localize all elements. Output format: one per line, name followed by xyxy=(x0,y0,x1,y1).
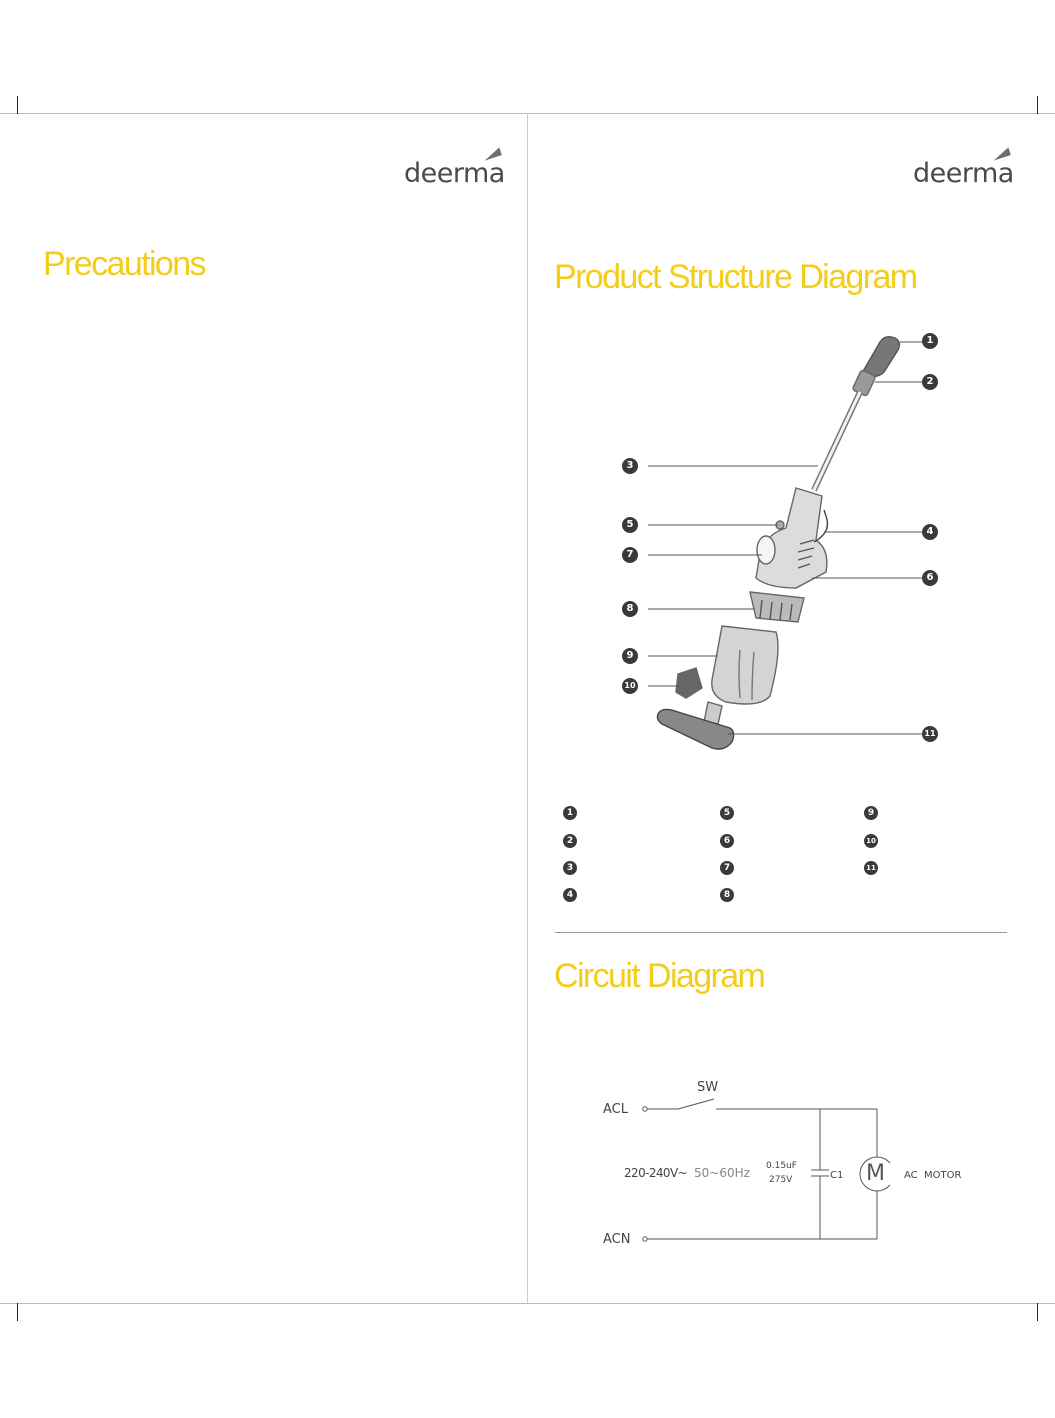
callout-9: 9 xyxy=(622,648,638,664)
callout-10: 10 xyxy=(622,678,638,694)
circuit-label-cap-name: C1 xyxy=(830,1170,844,1181)
callout-6: 6 xyxy=(922,570,938,586)
callout-7: 7 xyxy=(622,547,638,563)
callout-1: 1 xyxy=(922,333,938,349)
page-title: Precautions xyxy=(43,245,205,283)
circuit-label-switch: SW xyxy=(697,1080,719,1095)
legend-number: 1 xyxy=(563,806,577,820)
circuit-label-cap-value: 0.15uF xyxy=(766,1161,797,1171)
legend-number: 3 xyxy=(563,861,577,875)
brand-name: deerma xyxy=(913,158,1014,189)
crop-mark xyxy=(17,1303,18,1321)
section-divider xyxy=(555,932,1007,933)
brand-name: deerma xyxy=(404,158,505,189)
legend-number: 2 xyxy=(563,834,577,848)
callout-2: 2 xyxy=(922,374,938,390)
circuit-label-voltage: 220-240V~ xyxy=(624,1166,688,1180)
structure-diagram-title: Product Structure Diagram xyxy=(554,258,917,296)
motor-symbol: M xyxy=(866,1161,885,1186)
legend-number: 5 xyxy=(720,806,734,820)
legend-number: 8 xyxy=(720,888,734,902)
brand-logo xyxy=(913,160,1014,187)
legend-number: 6 xyxy=(720,834,734,848)
circuit-label-motor: AC MOTOR xyxy=(904,1170,962,1181)
circuit-label-acn: ACN xyxy=(603,1232,631,1247)
legend-number: 4 xyxy=(563,888,577,902)
vacuum-illustration xyxy=(600,320,960,770)
circuit-label-acl: ACL xyxy=(603,1102,628,1117)
legend-number: 7 xyxy=(720,861,734,875)
callout-4: 4 xyxy=(922,524,938,540)
callout-5: 5 xyxy=(622,517,638,533)
page-divider xyxy=(527,113,528,1303)
callout-11: 11 xyxy=(922,726,938,742)
crop-mark xyxy=(1037,96,1038,114)
circuit-label-frequency: 50~60Hz xyxy=(694,1166,750,1180)
legend-number: 9 xyxy=(864,806,878,820)
circuit-label-cap-voltage: 275V xyxy=(769,1175,793,1185)
callout-8: 8 xyxy=(622,601,638,617)
crop-mark xyxy=(0,1303,1055,1304)
callout-3: 3 xyxy=(622,458,638,474)
legend-number: 10 xyxy=(864,834,878,848)
legend-number: 11 xyxy=(864,861,878,875)
crop-mark xyxy=(17,96,18,114)
crop-mark xyxy=(1037,1303,1038,1321)
brand-logo xyxy=(404,160,505,187)
circuit-diagram-title: Circuit Diagram xyxy=(554,957,765,995)
